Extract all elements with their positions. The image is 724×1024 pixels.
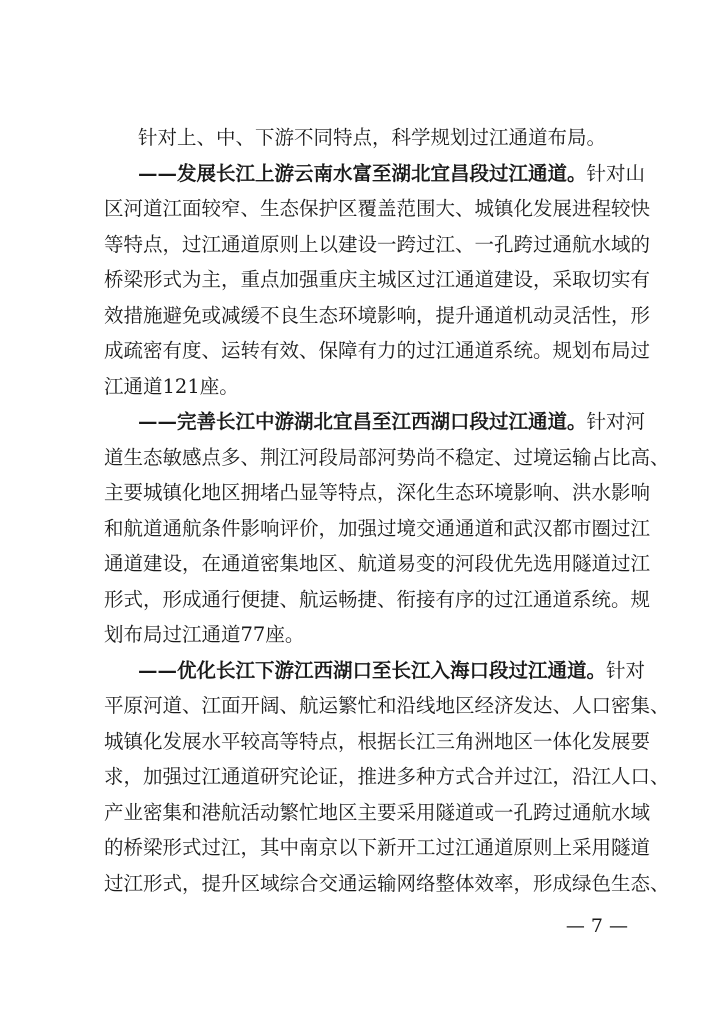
paragraph-line: 区河道江面较窄、生态保护区覆盖范围大、城镇化发展进程较快 xyxy=(104,197,651,220)
section-heading: ——优化长江下游江西湖口至长江入海口段过江通道。 xyxy=(138,659,607,682)
paragraph-line xyxy=(138,406,646,438)
paragraph-line: 的桥梁形式过江，其中南京以下新开工过江通道原则上采用隧道 xyxy=(104,836,651,859)
paragraph-line xyxy=(138,655,646,687)
paragraph-text: 针对 xyxy=(606,659,646,682)
page-number: — 7 — xyxy=(565,915,628,937)
paragraph-line: 效措施避免或减缓不良生态环境影响，提升通道机动灵活性，形 xyxy=(104,304,651,327)
paragraph-line: 等特点，过江通道原则上以建设一跨过江、一孔跨过通航水域的 xyxy=(104,233,651,256)
paragraph-line: 道生态敏感点多、荆江河段局部河势尚不稳定、过境运输占比高、 xyxy=(104,446,670,469)
section-heading: ——完善长江中游湖北宜昌至江西湖口段过江通道。 xyxy=(138,410,587,433)
paragraph-line: 产业密集和港航活动繁忙地区主要采用隧道或一孔跨过通航水域 xyxy=(104,801,651,824)
paragraph-line: 求，加强过江通道研究论证，推进多种方式合并过江，沿江人口、 xyxy=(104,765,670,788)
section-heading: ——发展长江上游云南水富至湖北宜昌段过江通道。 xyxy=(138,162,587,185)
paragraph-line: 形式，形成通行便捷、航运畅捷、衔接有序的过江通道系统。规 xyxy=(104,588,651,611)
paragraph-line: 划布局过江通道77座。 xyxy=(104,623,305,646)
paragraph-line: 城镇化发展水平较高等特点，根据长江三角洲地区一体化发展要 xyxy=(104,730,651,753)
paragraph-text: 针对山 xyxy=(586,162,646,185)
paragraph-line: 通道建设，在通道密集地区、航道易变的河段优先选用隧道过江 xyxy=(104,552,651,575)
paragraph-line xyxy=(138,158,646,190)
paragraph-line: 江通道121座。 xyxy=(104,375,239,398)
paragraph-line: 过江形式，提升区域综合交通运输网络整体效率，形成绿色生态、 xyxy=(104,872,670,895)
paragraph-line: 和航道通航条件影响评价，加强过境交通通道和武汉都市圈过江 xyxy=(104,517,651,540)
paragraph-line: 成疏密有度、运转有效、保障有力的过江通道系统。规划布局过 xyxy=(104,339,651,362)
paragraph-text: 针对河 xyxy=(586,410,646,433)
paragraph-line: 针对上、中、下游不同特点，科学规划过江通道布局。 xyxy=(138,126,607,149)
paragraph-line: 主要城镇化地区拥堵凸显等特点，深化生态环境影响、洪水影响 xyxy=(104,481,651,504)
paragraph-line: 桥梁形式为主，重点加强重庆主城区过江通道建设，采取切实有 xyxy=(104,268,651,291)
paragraph-line: 平原河道、江面开阔、航运繁忙和沿线地区经济发达、人口密集、 xyxy=(104,694,670,717)
